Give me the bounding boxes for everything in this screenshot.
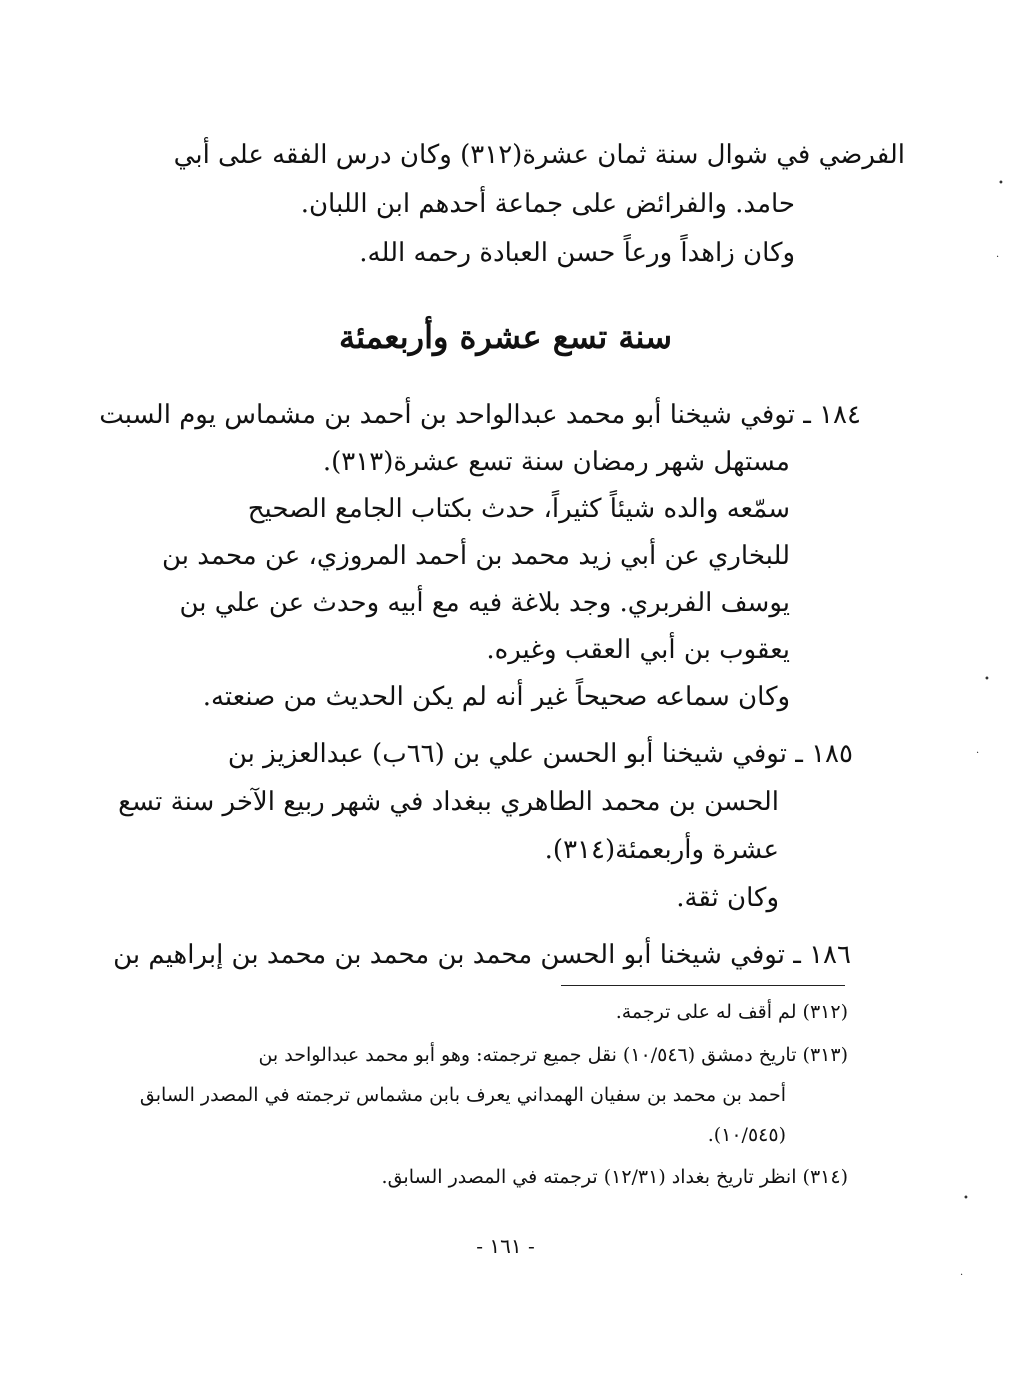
entry-185-line-2: الحسن بن محمد الطاهري ببغداد في شهر ربيع الآخر سنة تسع bbox=[118, 787, 779, 817]
scan-speck: • bbox=[984, 674, 990, 685]
scan-speck: · bbox=[976, 748, 980, 759]
entry-184-line-6: يعقوب بن أبي العقب وغيره. bbox=[486, 635, 790, 665]
intro-line-3: وكان زاهداً ورعاً حسن العبادة رحمه الله. bbox=[359, 238, 795, 268]
entry-184-line-3: سمّعه والده شيئاً كثيراً، حدث بكتاب الجامع الصحيح bbox=[247, 494, 790, 524]
entry-184-line-1: ١٨٤ ـ توفي شيخنا أبو محمد عبدالواحد بن أحمد بن مشماس يوم السبت bbox=[99, 400, 861, 430]
entry-184-line-7: وكان سماعه صحيحاً غير أنه لم يكن الحديث من صنعته. bbox=[202, 682, 790, 712]
footnote-312: (٣١٢) لم أقف له على ترجمة. bbox=[615, 1001, 848, 1023]
intro-line-2: حامد. والفرائض على جماعة أحدهم ابن اللبان. bbox=[300, 189, 795, 219]
scan-speck: · bbox=[996, 252, 1000, 263]
scan-speck: · bbox=[960, 1270, 964, 1281]
footnote-313-line-2: أحمد بن محمد بن سفيان الهمداني يعرف بابن مشماس ترجمته في المصدر السابق bbox=[139, 1084, 786, 1106]
section-heading: سنة تسع عشرة وأربعمئة bbox=[338, 318, 673, 356]
entry-184-line-5: يوسف الفربري. وجد بلاغة فيه مع أبيه وحدث عن علي بن bbox=[179, 588, 790, 618]
entry-185-line-3: عشرة وأربعمئة(٣١٤). bbox=[544, 835, 779, 865]
entry-184-line-4: للبخاري عن أبي زيد محمد بن أحمد المروزي، عن محمد بن bbox=[162, 541, 790, 571]
page-number: - ١٦١ - bbox=[476, 1234, 535, 1258]
footnote-313-line-3: (١٠/٥٤٥). bbox=[707, 1124, 786, 1146]
intro-line-1: الفرضي في شوال سنة ثمان عشرة(٣١٢) وكان درس الفقه على أبي bbox=[173, 140, 905, 170]
footnote-separator bbox=[561, 985, 845, 986]
entry-186-line-1: ١٨٦ ـ توفي شيخنا أبو الحسن محمد بن محمد بن محمد بن إبراهيم بن bbox=[113, 940, 851, 970]
scan-speck: • bbox=[963, 1193, 969, 1204]
entry-185-line-4: وكان ثقة. bbox=[676, 883, 779, 913]
entry-185-line-1: ١٨٥ ـ توفي شيخنا أبو الحسن علي بن (٦٦ب) عبدالعزيز بن bbox=[227, 739, 853, 769]
footnote-314: (٣١٤) انظر تاريخ بغداد (١٢/٣١) ترجمته في المصدر السابق. bbox=[381, 1166, 848, 1188]
footnote-313-line-1: (٣١٣) تاريخ دمشق (١٠/٥٤٦) نقل جميع ترجمته: وهو أبو محمد عبدالواحد بن bbox=[258, 1044, 848, 1066]
scan-speck: • bbox=[998, 178, 1004, 189]
entry-184-line-2: مستهل شهر رمضان سنة تسع عشرة(٣١٣). bbox=[322, 447, 790, 477]
